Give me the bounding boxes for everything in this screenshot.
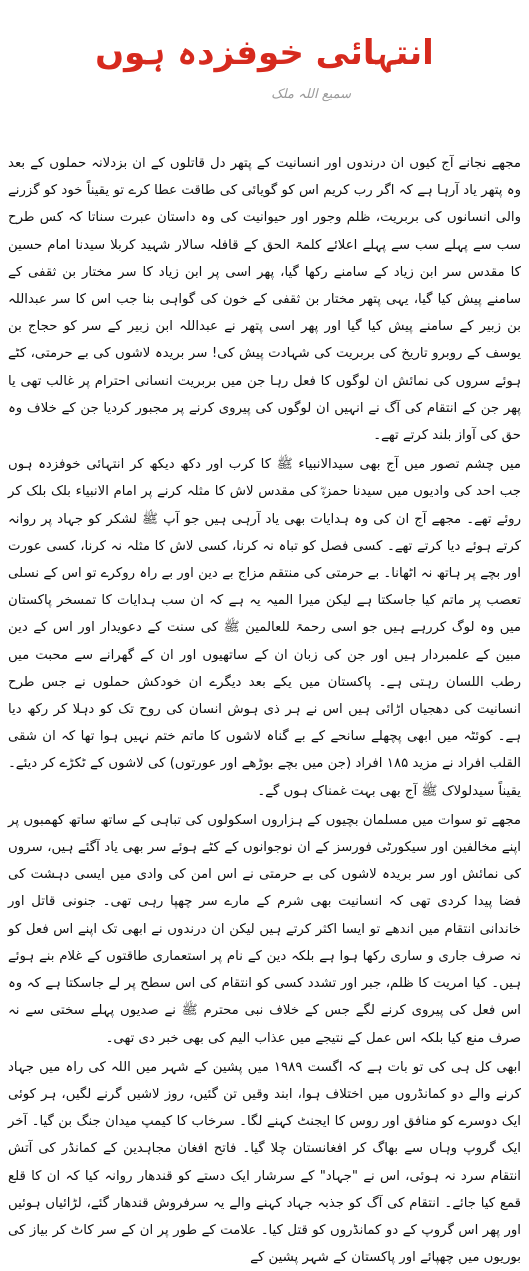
article-paragraph: مجھے نجانے آج کیوں ان درندوں اور انسانیت کے پتھر دل قاتلوں کے ان بزدلانہ حملوں کے بعد وہ پتھر یاد آرہا ہے کہ اگر رب کریم اس کو گویائی کی طاقت عطا کرے تو یقیناً خود کو گزرنے والی انسانوں کی بربریت، ظلم وجور اور حیوانیت کی وہ داستان عبرت سناتا کہ کس طرح سب سے پہلے سب سے پہلے اعلائے کلمۃ الحق کے قافلہ سالار شہید کربلا سیدنا امام حسین کا مقدس سر ابن زیاد کے سامنے رکھا گیا، پھر اسی پر ابن زیاد کا سر مختار بن ثقفی کے سامنے پیش کیا گیا، یہی پتھر مختار بن ثقفی کے خون کی گواہی بنا جب اس کا سر عبداللہ بن زبیر کے سامنے پیش کیا گیا اور پھر اسی پتھر نے عبداللہ ابن زبیر کے سر کو حجاج بن یوسف کے روبرو تاریخ کی بربریت کی شہادت پیش کی! سر بریدہ لاشوں کی بے حرمتی، کٹے ہوئے سروں کی نمائش ان لوگوں کا فعل رہا جن میں بربریت انسانی احترام پر غالب تھی یا پھر جن کے انتقام کی آگ نے انہیں ان لوگوں کی پیروی کرنے پر مجبور کردیا جن کے خلاف وہ حق کی آواز بلند کرتے تھے۔ — [8, 156, 521, 444]
article-title: انتہائی خوفزدہ ہوں — [95, 33, 434, 73]
article-body — [8, 150, 521, 1271]
article-paragraph: مجھے تو سوات میں مسلمان بچیوں کے ہزاروں اسکولوں کی تباہی کے ساتھ ساتھ کھمبوں پر اپنے مخالفین اور سیکورٹی فورسز کے ان نوجوانوں کے کٹے ہوئے سر بھی یاد آگئے ہیں، سروں کی نمائش اور سر بریدہ لاشوں کی بے حرمتی نے اس امن کی وادی میں ایسی دہشت کی فضا پیدا کردی تھی کہ انسانیت بھی شرم کے مارے سر چھپا رہی تھی۔ جنونی قاتل اور خاندانی انتقام میں اندھے تو ایسا اکثر کرتے ہیں لیکن ان درندوں نے ابھی تک اپنے اس فعل کو نہ صرف جاری و ساری رکھا ہوا ہے بلکہ دین کے نام پر استعماری طاقتوں کے غلام بنے ہوئے ہیں۔ کیا امریت کا ظلم، جبر اور تشدد کسی کو انتقام کی اس سطح پر لے جاسکتا ہے کہ وہ اس فعل کی پیروی کرنے لگے جس کے خلاف نبی محترم ﷺ نے صدیوں پہلے سختی سے نہ صرف منع کیا بلکہ اس عمل کے نتیجے میں عذاب الیم کی بھی خبر دی تھی۔ — [8, 812, 521, 1046]
article-paragraph: میں چشم تصور میں آج بھی سیدالانبیاء ﷺ کا کرب اور دکھ دیکھ کر انتہائی خوفزدہ ہوں جب احد کی وادیوں میں سیدنا حمزہؓ کی مقدس لاش کا مثلہ کرنے پر امام الانبیاء بلک بلک کر روئے تھے۔ مجھے آج ان کی وہ ہدایات بھی یاد آرہی ہیں جو آپ ﷺ لشکر کو جہاد پر روانہ کرتے ہوئے دیا کرتے تھے۔ کسی فصل کو تباہ نہ کرنا، کسی لاش کا مثلہ نہ کرنا، کسی عورت اور بچے پر ہاتھ نہ اٹھانا۔ بے حرمتی کی منتقم مزاج بے دین اور بے راہ روکرے تو اس کے نسلی تعصب پر ماتم کیا جاسکتا ہے لیکن میرا المیہ یہ ہے کہ ان سب ہدایات کا تمسخر پاکستان میں وہ لوگ کررہے ہیں جو اسی رحمۃ للعالمین ﷺ کی سنت کے دعویدار اور اس کے دین مبین کے علمبردار ہیں اور جن کی زبان ان کے ساتھیوں اور ان کے گھرانے سے محبت میں رطب اللسان رہتی ہے۔ پاکستان میں یکے بعد دیگرے ان خودکش حملوں نے جس طرح انسانیت کی دھجیاں اڑائی ہیں اس نے ہر ذی ہوش انسان کی روح تک کو دہلا کر رکھ دیا ہے۔ کوئٹہ میں ابھی پچھلے سانحے کے بے گناہ لاشوں کا ماتم ختم نہیں ہوا تھا کہ ان شقی القلب افراد نے مزید ۱۸۵ افراد (جن میں بچے بوڑھے اور عورتوں) کی لاشوں کے ٹکڑے کر دیئے۔ یقیناً سیدلولاک ﷺ آج بھی بہت غمناک ہوں گے۔ — [8, 457, 521, 799]
author-byline: سمیع اللہ ملک — [271, 87, 351, 102]
article-paragraph: ابھی کل ہی کی تو بات ہے کہ اگست ۱۹۸۹ میں پشین کے شہر میں اللہ کی راہ میں جہاد کرنے والے دو کمانڈروں میں اختلاف ہوا، ابند وقیں تن گئیں، روز لاشیں گرنے لگیں، ہر کوئی ایک دوسرے کو منافق اور روس کا ایجنٹ کہنے لگا۔ سرخاب کا کیمپ میدان جنگ بن گیا۔ آخر ایک گروپ وہاں سے بھاگ کر افغانستان چلا گیا۔ فاتح افغان مجاہدین کے کمانڈر کی آتش انتقام سرد نہ ہوئی، اس نے "جہاد" کے سرشار ایک دستے کو قندھار روانہ کیا کہ ان کا قلع قمع کیا جائے۔ انتقام کی آگ کو جذبہ جہاد کہنے والے یہ سرفروش قندھار گئے، لڑائیاں ہوئیں اور پھر اس گروپ کے دو کمانڈروں کو قتل کیا۔ علامت کے طور پر ان کے سر کاٹ کر بیاز کی بوریوں میں چھپائے اور پاکستان کے شہر پشین کے — [8, 1059, 521, 1266]
